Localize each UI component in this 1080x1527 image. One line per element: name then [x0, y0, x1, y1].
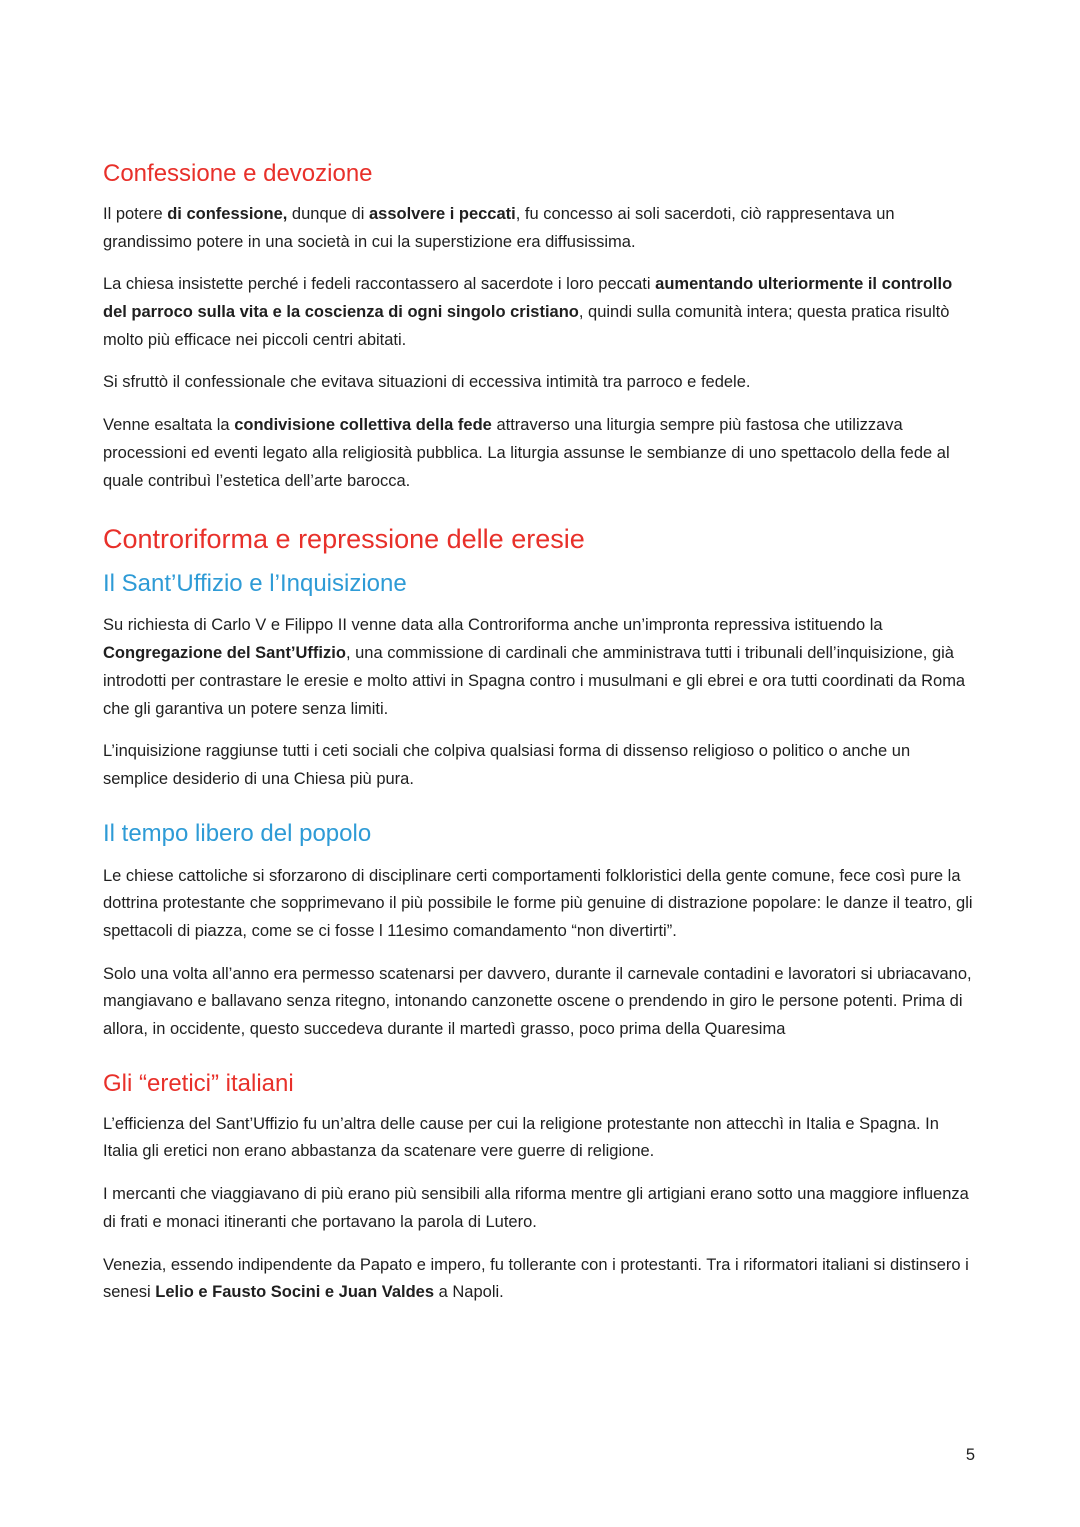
- paragraph-eretici-1: L’efficienza del Sant’Uffizio fu un’altra delle cause per cui la religione protestante non attecchì in Italia e Spagna. In Italia gli eretici non erano abbastanza da scatenare vere guerre di religione.: [103, 1114, 939, 1161]
- heading-eretici-italiani: Gli “eretici” italiani: [103, 1069, 294, 1097]
- heading-confessione-e-devozione: Confessione e devozione: [103, 160, 373, 187]
- paragraph-eretici-3: Venezia, essendo indipendente da Papato e impero, fu tollerante con i protestanti. Tra i riformatori italiani si distinsero i senesi Lelio e Fausto Socini e Juan Valdes a Napoli.: [103, 1255, 969, 1302]
- paragraph-confessione-4: Venne esaltata la condivisione collettiva della fede attraverso una liturgia sempre più fastosa che utilizzava processioni ed eventi legato alla religiosità pubblica. La liturgia assunse le sembianze di uno spettacolo della fede al quale contribuì l’estetica dell’arte barocca.: [103, 416, 950, 490]
- paragraph-confessione-1: Il potere di confessione, dunque di assolvere i peccati, fu concesso ai soli sacerdoti, ciò rappresentava un grandissimo potere in una società in cui la superstizione era diffusissima.: [103, 204, 895, 251]
- paragraph-santuffizio-1: Su richiesta di Carlo V e Filippo II venne data alla Controriforma anche un’impronta repressiva istituendo la Congregazione del Sant’Uffizio, una commissione di cardinali che amministrava tutti i tribunali dell’inquisizione, già introdotti per contrastare le eresie e molto attivi in Spagna contro i musulmani e gli ebrei e ora tutti coordinati da Roma che gli garantiva un potere senza limiti.: [103, 616, 966, 718]
- page-number: 5: [965, 1446, 975, 1464]
- paragraph-tempolibero-2: Solo una volta all’anno era permesso scatenarsi per davvero, durante il carnevale contadini e lavoratori si ubriacavano, mangiavano e ballavano senza ritegno, intonando canzonette oscene o prendendo in giro le persone potenti. Prima di allora, in occidente, questo succedeva durante il martedì grasso, poco prima della Quaresima: [103, 964, 972, 1039]
- heading-tempo-libero-del-popolo: Il tempo libero del popolo: [103, 819, 372, 847]
- heading-controriforma-e-repressione: Controriforma e repressione delle eresie: [103, 524, 585, 555]
- paragraph-confessione-3: Si sfruttò il confessionale che evitava situazioni di eccessiva intimità tra parroco e fedele.: [103, 373, 751, 392]
- paragraph-tempolibero-1: Le chiese cattoliche si sforzarono di disciplinare certi comportamenti folkloristici della gente comune, fece così pure la dottrina protestante che sopprimevano il più possibile le forme più genuine di distrazione popolare: le danze il teatro, gli spettacoli di piazza, come se ci fosse l 11esimo comandamento “non divertirti”.: [103, 866, 973, 940]
- paragraph-confessione-2: La chiesa insistette perché i fedeli raccontassero al sacerdote i loro peccati aumentando ulteriormente il controllo del parroco sulla vita e la coscienza di ogni singolo cristiano, quindi sulla comunità intera; questa pratica risultò molto più efficace nei piccoli centri abitati.: [103, 275, 953, 349]
- paragraph-santuffizio-2: L’inquisizione raggiunse tutti i ceti sociali che colpiva qualsiasi forma di dissenso religioso o politico o anche un semplice desiderio di una Chiesa più pura.: [103, 742, 911, 789]
- heading-sant-uffizio-inquisizione: Il Sant’Uffizio e l’Inquisizione: [103, 569, 407, 597]
- paragraph-eretici-2: I mercanti che viaggiavano di più erano più sensibili alla riforma mentre gli artigiani erano sotto una maggiore influenza di frati e monaci itineranti che portavano la parola di Lutero.: [103, 1185, 969, 1231]
